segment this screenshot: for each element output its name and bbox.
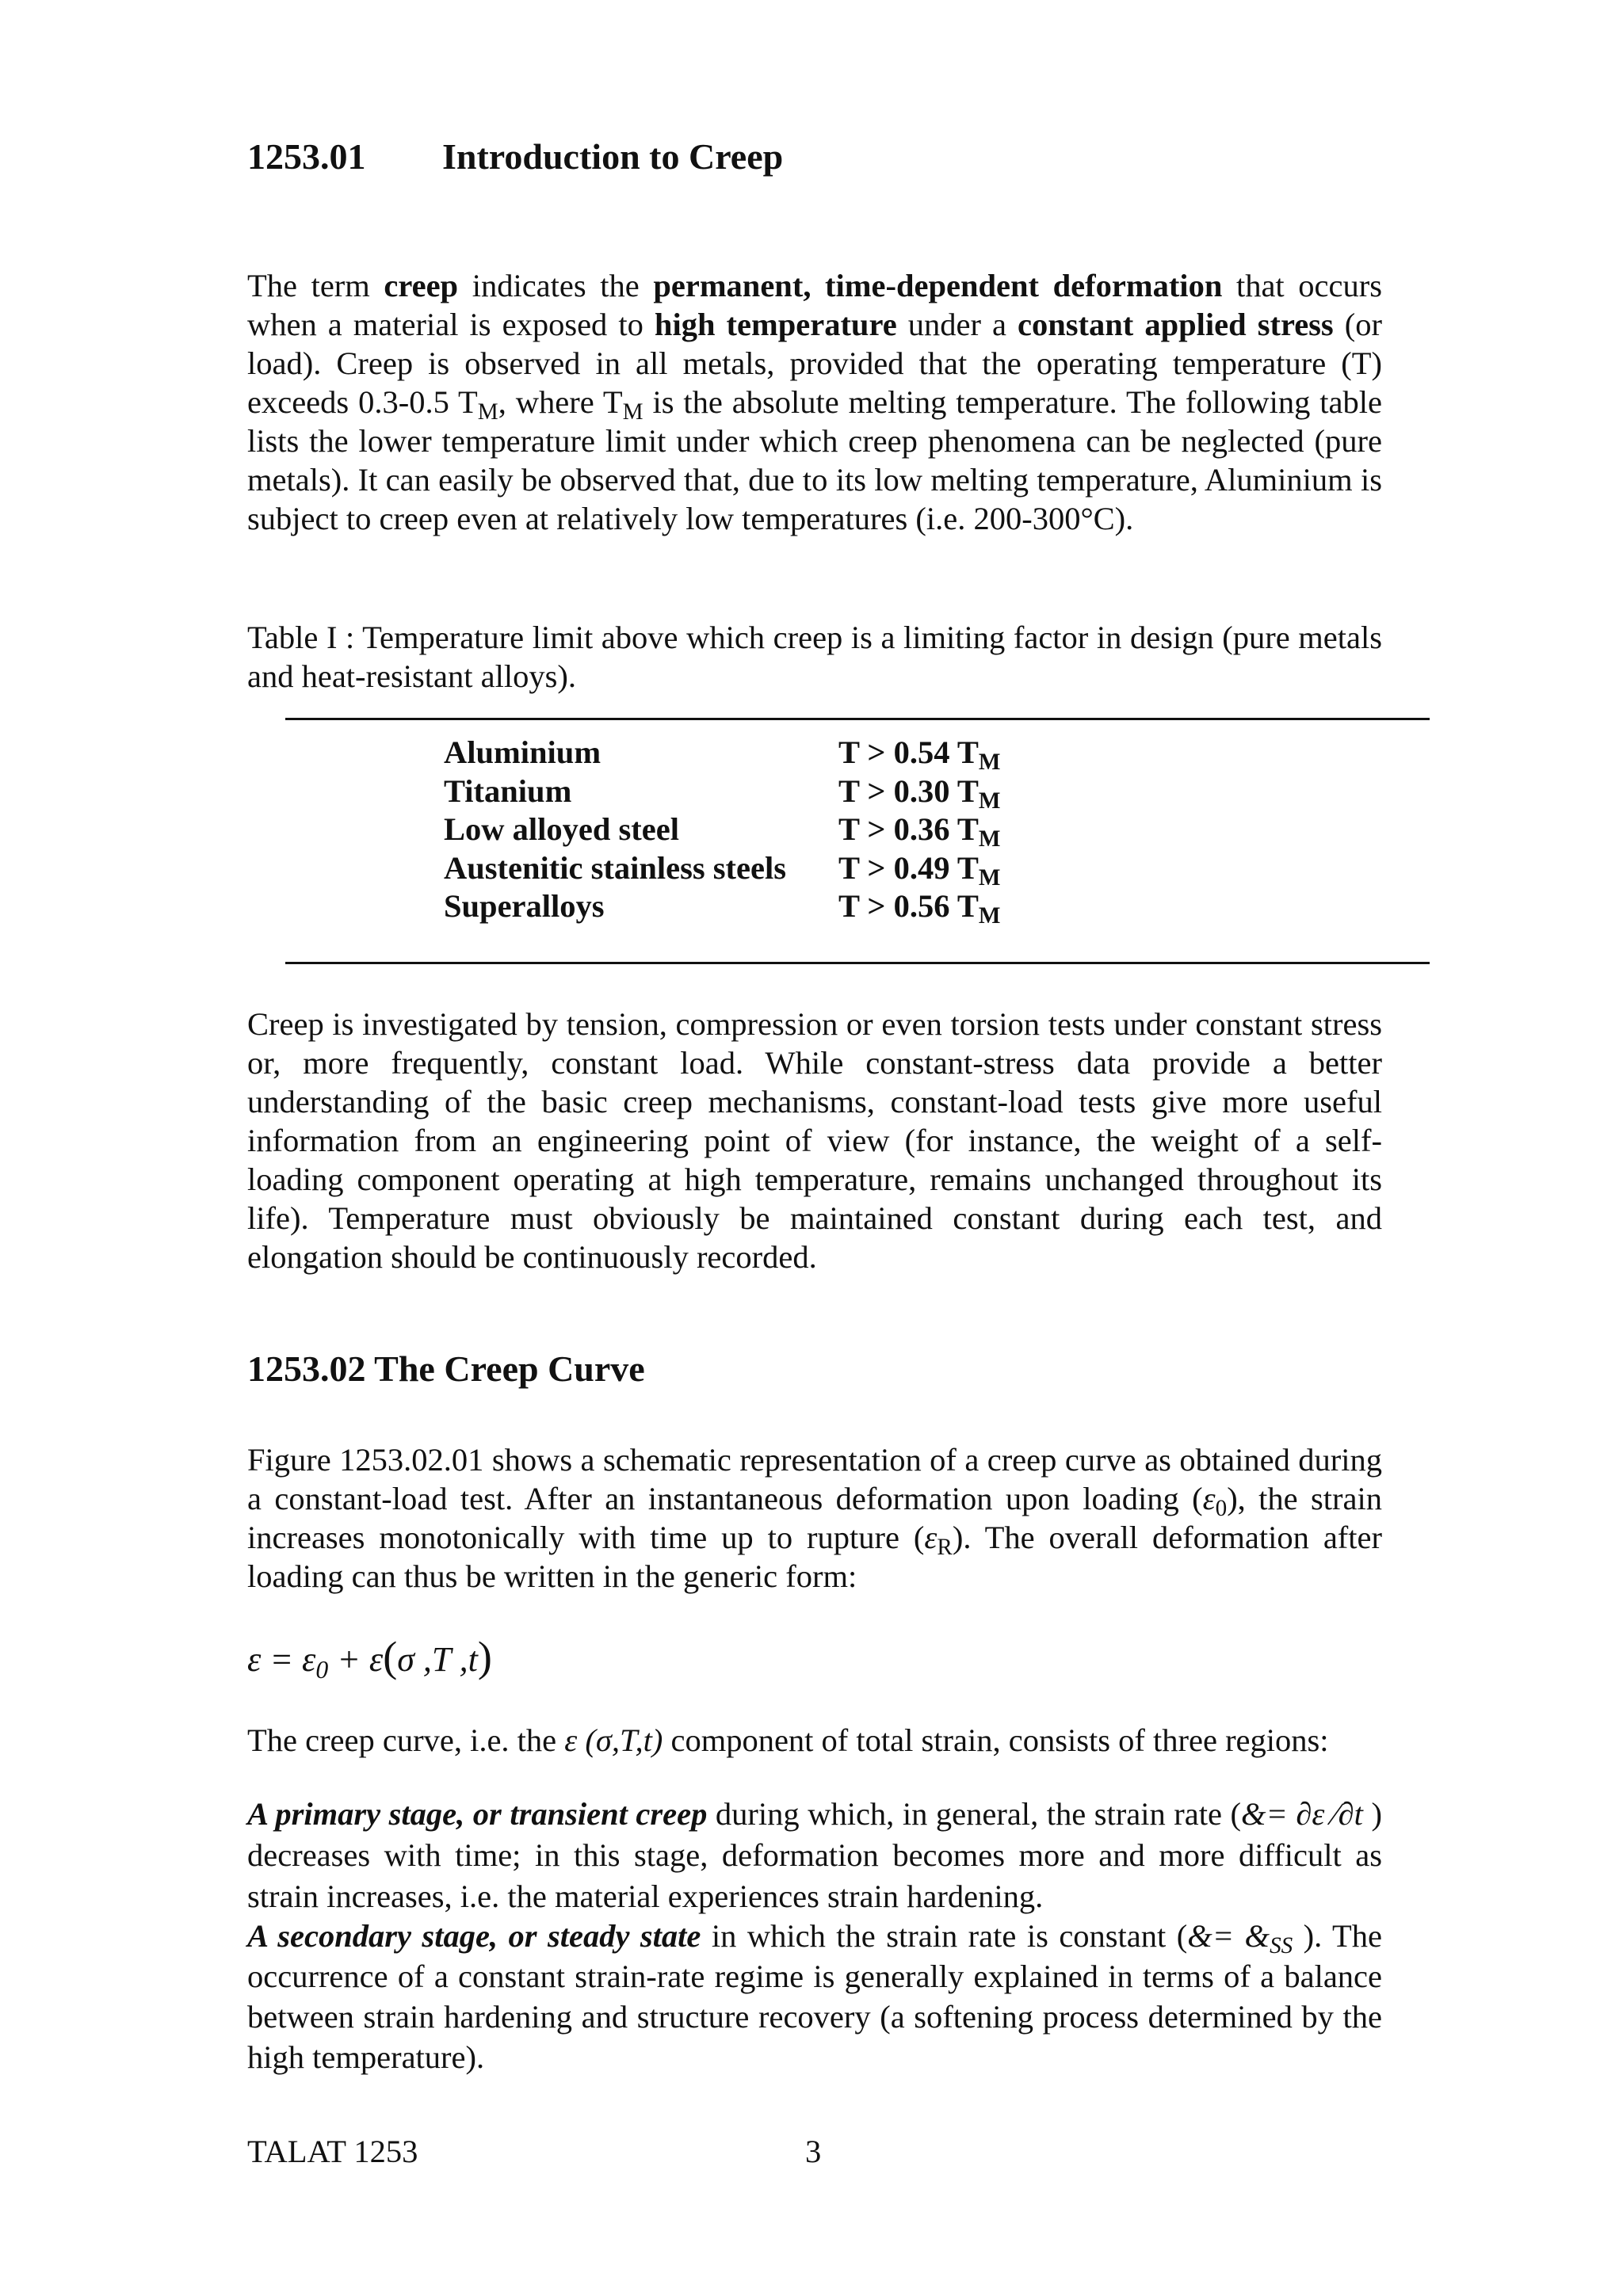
subscript: M [978,749,1001,776]
primary-stage-paragraph [247,1794,1382,1917]
section-heading-creep-curve: 1253.02 The Creep Curve [247,1348,645,1389]
test-methods-paragraph: Creep is investigated by tension, compression or even torsion tests under constant stress or, more frequently, constant load. While constant-stress data provide a better understanding of the basic creep mechanisms, constant-load tests give more useful information from an engineering point of view (for instance, the weight of a self-loading component operating at high temperature, remains unchanged throughout its life). Temperature must obviously be maintained constant during each test, and elongation should be continuously recorded. [247,1006,1382,1275]
text-run: ). The overall deformation after loading can thus be written in the generic form: [247,1520,1382,1594]
limit-value: T > 0.30 T [838,772,979,809]
strain-rate-expression: &= & [1187,1918,1270,1954]
epsilon-symbol: ε [924,1520,938,1555]
bold-term: permanent, time-dependent deformation [653,268,1223,303]
table-row [444,734,1000,772]
stage-heading: A secondary stage, or steady state [247,1918,701,1954]
subscript: 0 [315,1655,329,1684]
creep-curve-paragraph [247,1440,1382,1596]
section-heading-introduction [247,135,783,178]
subscript: M [978,788,1001,814]
material-cell: Titanium [444,772,572,809]
text-run: in which the strain rate is constant ( [701,1918,1188,1954]
table-row [444,772,1000,811]
table-caption: Table I : Temperature limit above which creep is a limiting factor in design (pure metals and heat-resistant alloys). [247,620,1382,694]
intro-paragraph [247,266,1382,538]
strain-formula [247,1632,492,1684]
formula-term: + ε [328,1640,384,1679]
text-run: ), the strain increases monotonically with time up to rupture ( [247,1481,1382,1555]
bold-term: high temperature [654,307,897,342]
text-run: is the absolute melting temperature. The following table lists the lower temperature limit under which creep phenomena can be neglected (pure metals). It can easily be observed that, due to its low melting temperature, Aluminium is subject to creep even at relatively low temperatures (i.e. 200-300°C). [247,384,1382,536]
formula-lhs: ε = ε [247,1640,316,1679]
formula-paren: ) [477,1633,492,1680]
text-run: that occurs when a material is exposed to [247,268,1382,342]
text-run: The creep curve, i.e. the [247,1722,565,1758]
text-run: ) decreases with time; in this stage, deformation becomes more and more difficult as strain increases, i.e. the material experiences strain hardening. [247,1796,1382,1914]
epsilon-symbol: ε [1202,1481,1216,1516]
subscript: M [978,864,1001,891]
limit-value: T > 0.54 T [838,734,979,770]
text-run: indicates the [458,268,654,303]
limit-cell [838,734,1001,776]
formula-paren: ( [383,1633,398,1680]
secondary-stage-paragraph [247,1916,1382,2077]
section-number: 1253.01 [247,136,366,177]
footer-document-id: TALAT 1253 [247,2134,418,2169]
limit-value: T > 0.36 T [838,811,979,847]
text-run: , where T [498,384,623,420]
text-run: Figure 1253.02.01 shows a schematic representation of a creep curve as obtained during a constant-load test. After an instantaneous deformation upon loading ( [247,1442,1382,1516]
table-bottom-rule [285,962,1430,964]
subscript: M [477,399,498,425]
subscript: SS [1270,1933,1293,1959]
table-top-rule [285,718,1430,720]
text-run: during which, in general, the strain rate ( [707,1796,1242,1832]
material-cell: Superalloys [444,888,605,924]
limit-cell [838,810,1001,852]
material-cell: Austenitic stainless steels [444,849,786,886]
bold-term: creep [384,268,459,303]
text-run: (or load). Creep is observed in all metals, provided that the operating temperature (T) exceeds 0.3-0.5 T [247,307,1382,420]
three-regions-paragraph [247,1721,1382,1760]
text-run: The term [247,268,384,303]
material-cell: Aluminium [444,734,601,770]
subscript: R [937,1535,953,1561]
bold-term: constant applied stress [1018,307,1334,342]
text-run: under a [896,307,1018,342]
limit-cell [838,849,1001,891]
stage-heading: A primary stage, or transient creep [247,1796,708,1832]
strain-rate-expression: &= ∂ε ∕∂t [1241,1796,1363,1832]
subscript: M [978,903,1001,929]
limit-value: T > 0.49 T [838,849,979,886]
subscript: M [978,826,1001,852]
table-row [444,810,1000,849]
material-cell: Low alloyed steel [444,811,679,847]
limit-value: T > 0.56 T [838,888,979,924]
table-row [444,887,1000,926]
table-row [444,849,1000,888]
subscript: M [622,399,643,425]
text-run: component of total strain, consists of three regions: [663,1722,1329,1758]
footer-page-number: 3 [805,2134,822,2169]
limit-cell [838,887,1001,929]
subscript: 0 [1215,1496,1228,1522]
section-title: Introduction to Creep [442,136,784,177]
text-run: ). The occurrence of a constant strain-rate regime is generally explained in terms of a balance between strain hardening and structure recovery (a softening process determined by the high temperature). [247,1918,1382,2075]
strain-expression: ε (σ,T,t) [564,1722,663,1758]
limit-cell [838,772,1001,814]
formula-args: σ ,T ,t [397,1640,478,1679]
creep-temperature-table [444,734,1001,929]
